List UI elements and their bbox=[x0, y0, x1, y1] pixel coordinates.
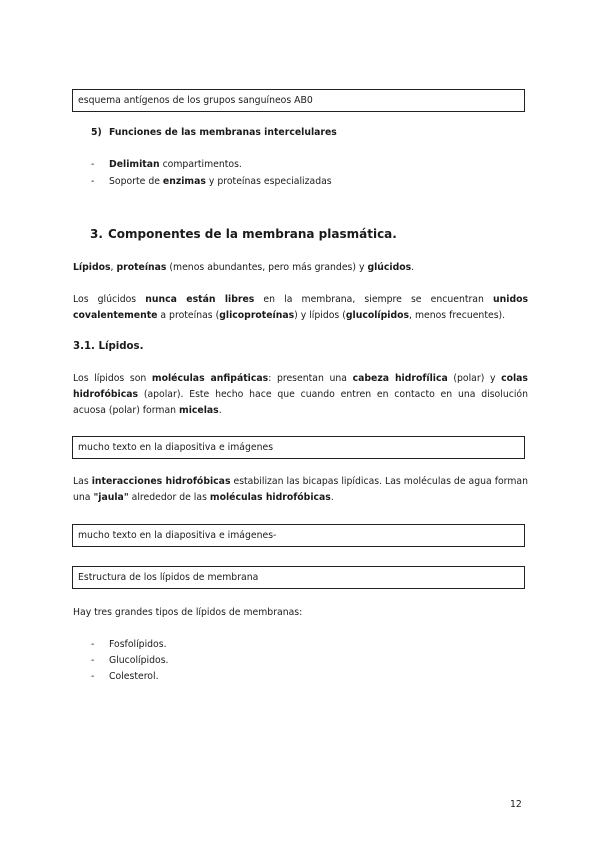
image-placeholder-box-diapositiva-2: mucho texto en la diapositiva e imágenes- bbox=[72, 524, 525, 547]
image-placeholder-box-ab0: esquema antígenos de los grupos sanguíneos AB0 bbox=[72, 89, 525, 112]
list-item: - Glucolípidos. bbox=[91, 655, 169, 666]
interacciones-paragraph: Las interacciones hidrofóbicas estabilizan las bicapas lipídicas. Las moléculas de agua forman una "jaula" alrededor de las moléculas hidrofóbicas. bbox=[73, 476, 528, 503]
list-item: - Fosfolípidos. bbox=[91, 639, 167, 650]
list-item: - Soporte de enzimas y proteínas especializadas bbox=[91, 176, 332, 187]
list-item: - Colesterol. bbox=[91, 671, 159, 682]
tipos-intro: Hay tres grandes tipos de lípidos de membranas: bbox=[73, 607, 303, 618]
glucidos-paragraph: Los glúcidos nunca están libres en la membrana, siempre se encuentran unidos covalentemente a proteínas (glicoproteínas) y lípidos (glucolípidos, menos frecuentes). bbox=[73, 294, 529, 321]
components-line: Lípidos, proteínas (menos abundantes, pero más grandes) y glúcidos. bbox=[73, 262, 415, 273]
functions-title: Funciones de las membranas intercelulares bbox=[109, 127, 337, 138]
section-heading: 3. Componentes de la membrana plasmática. bbox=[90, 227, 397, 241]
subsection-heading: 3.1. Lípidos. bbox=[73, 341, 144, 352]
functions-heading bbox=[91, 125, 337, 141]
functions-number: 5) bbox=[91, 127, 102, 138]
page-number: 12 bbox=[510, 799, 522, 810]
list-item: - Delimitan compartimentos. bbox=[91, 159, 242, 170]
image-placeholder-box-estructura: Estructura de los lípidos de membrana bbox=[72, 566, 525, 589]
image-placeholder-box-diapositiva: mucho texto en la diapositiva e imágenes bbox=[72, 436, 525, 459]
lipidos-paragraph: Los lípidos son moléculas anfipáticas: presentan una cabeza hidrofílica (polar) y colas hidrofóbicas (apolar). Este hecho hace que cuando entren en contacto en una disolución acuosa (polar) forman micelas. bbox=[73, 373, 528, 416]
